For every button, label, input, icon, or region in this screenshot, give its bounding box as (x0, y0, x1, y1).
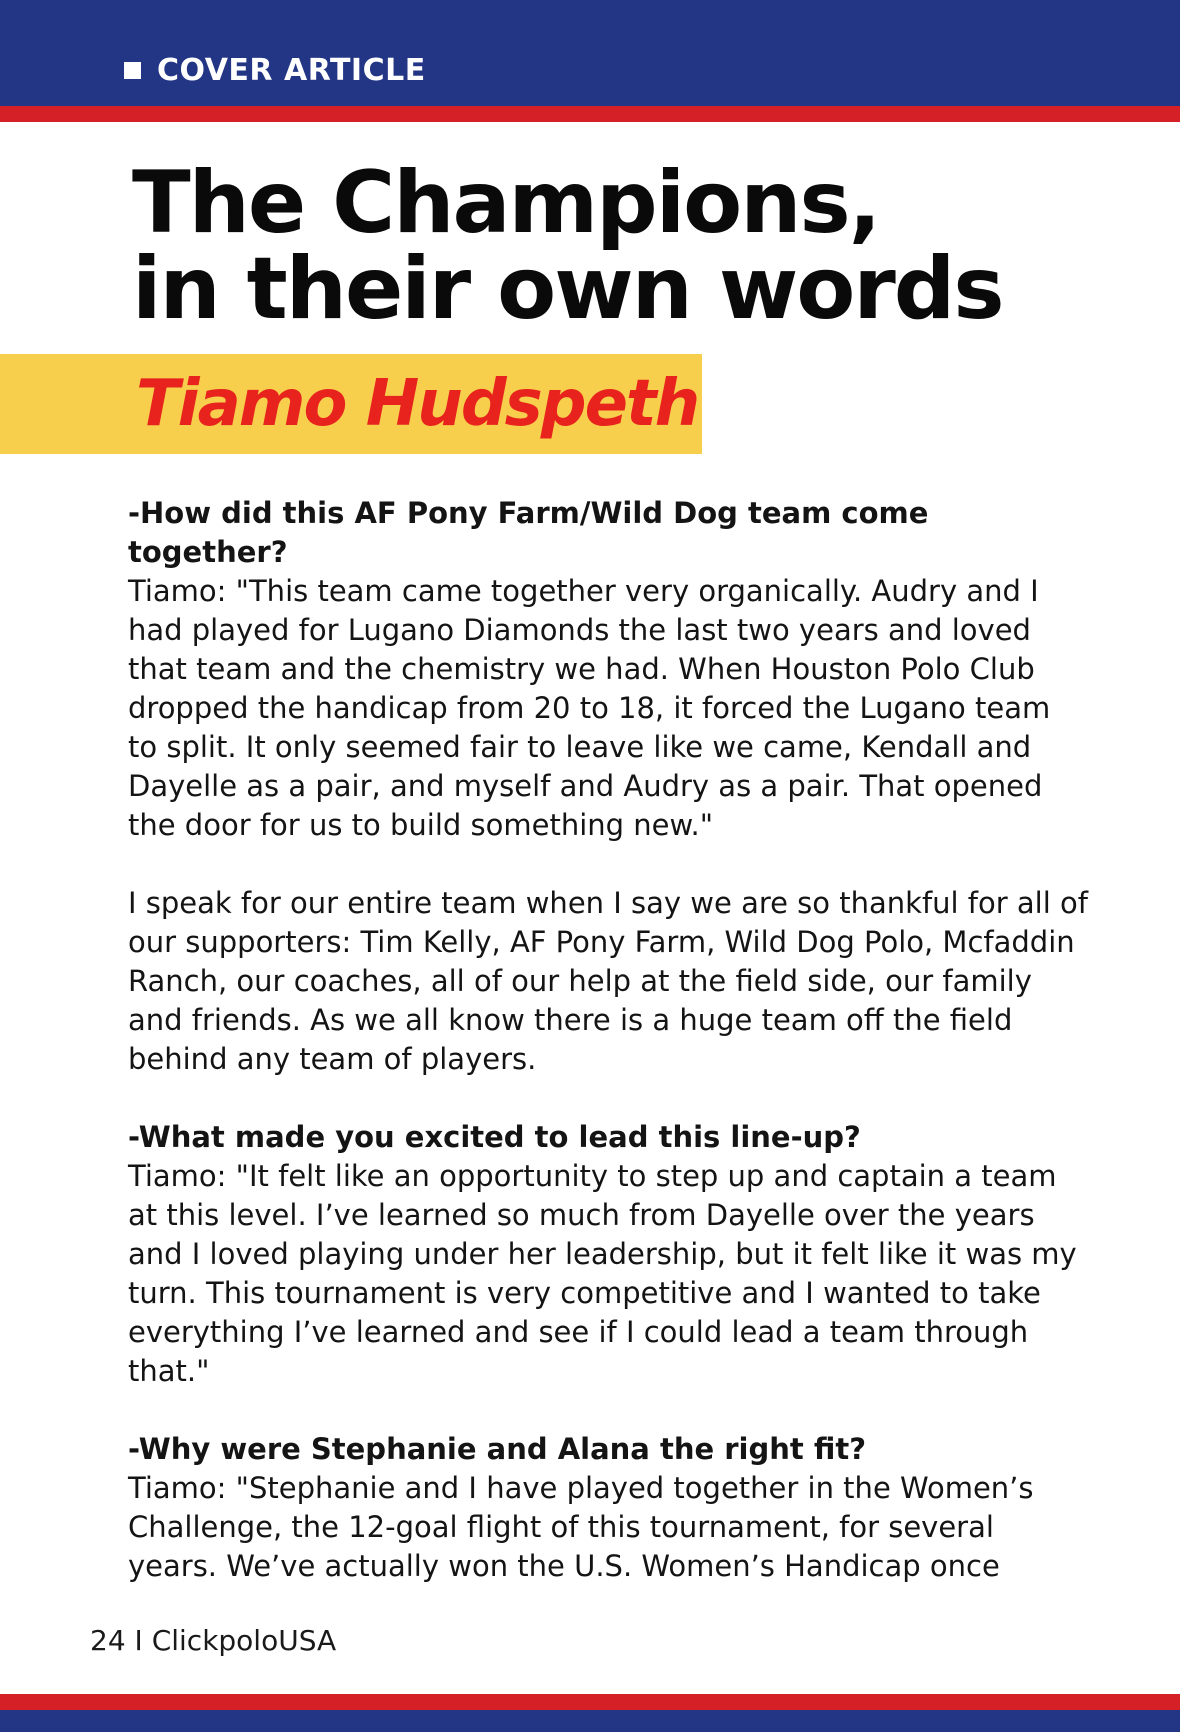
paragraph-gap (128, 1079, 1088, 1118)
answer-1: Tiamo: "This team came together very organically. Audry and I had played for Lugano Diamonds the last two years and loved that team and the chemistry we had. When Houston Polo Club dropped the handicap from 20 to 18, it forced the Lugano team to split. It only seemed fair to leave like we came, Kendall and Dayelle as a pair, and myself and Audry as a pair. That opened the door for us to build something new." (128, 574, 1051, 842)
question-3: -Why were Stephanie and Alana the right fit? (128, 1432, 867, 1466)
square-bullet-icon (124, 62, 141, 79)
section-label (124, 50, 426, 90)
header-red-stripe (0, 106, 1180, 122)
article-body (128, 494, 1088, 1586)
paragraph-thanks: I speak for our entire team when I say we are so thankful for all of our supporters: Tim Kelly, AF Pony Farm, Wild Dog Polo, Mcfaddin Ranch, our coaches, all of our help at the field side, our family and friends. As we all know there is a huge team off the field behind any team of players. (128, 886, 1088, 1076)
paragraph-gap (128, 845, 1088, 884)
answer-2: Tiamo: "It felt like an opportunity to step up and captain a team at this level. I’ve learned so much from Dayelle over the years and I loved playing under her leadership, but it felt like it was my turn. This tournament is very competitive and I wanted to take everything I’ve learned and see if I could lead a team through that." (128, 1159, 1077, 1388)
interviewee-name: Tiamo Hudspeth (136, 367, 699, 441)
paragraph-gap (128, 1391, 1088, 1430)
footer-bar (0, 1710, 1180, 1732)
answer-3: Tiamo: "Stephanie and I have played together in the Women’s Challenge, the 12-goal flight of this tournament, for several years. We’ve actually won the U.S. Women’s Handicap once (128, 1471, 1034, 1583)
page-title (132, 153, 1132, 339)
page-footer: 24 I ClickpoloUSA (90, 1624, 337, 1657)
question-2: -What made you excited to lead this line-up? (128, 1120, 861, 1154)
footer-red-stripe (0, 1694, 1180, 1710)
section-label-text: COVER ARTICLE (157, 52, 426, 88)
question-1: -How did this AF Pony Farm/Wild Dog team come together? (128, 496, 929, 569)
title-line-1: The Champions, (132, 153, 880, 253)
title-line-2: in their own words (132, 239, 1003, 339)
